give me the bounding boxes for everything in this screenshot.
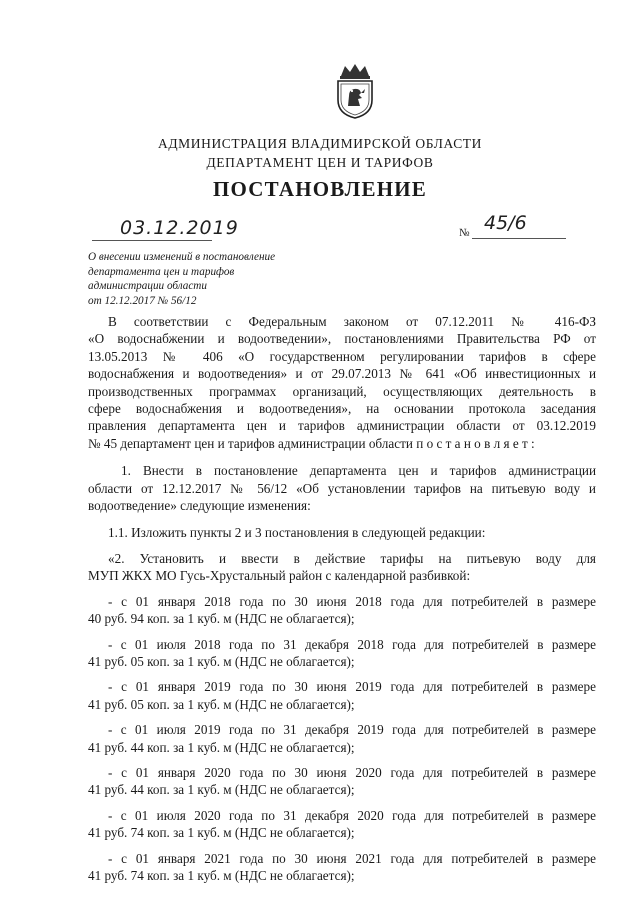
- document-number: 45/6: [484, 212, 527, 234]
- text-line: водоотведение» следующие изменения:: [88, 498, 311, 514]
- text-line: 13.05.2013 № 406 «О государственном регулировании тарифов в сфере: [88, 348, 596, 364]
- department-name: ДЕПАРТАМЕНТ ЦЕН И ТАРИФОВ: [206, 155, 434, 170]
- number-underline: [472, 238, 566, 239]
- item-2-paragraph: [88, 550, 596, 585]
- text-line: 41 руб. 74 коп. за 1 куб. м (НДС не облагается);: [88, 867, 355, 883]
- date-underline: [92, 240, 212, 241]
- text-line: 41 руб. 44 коп. за 1 куб. м (НДС не облагается);: [88, 739, 355, 755]
- document-date: 03.12.2019: [120, 217, 239, 239]
- text-line: В соответствии с Федеральным законом от 07.12.2011 № 416-ФЗ: [108, 314, 596, 329]
- text-line: - с 01 января 2019 года по 30 июня 2019 года для потребителей в размере: [108, 679, 596, 695]
- text-line: сфере водоснабжения и водоотведения», на основании протокола заседания: [88, 401, 596, 417]
- document-subject: [88, 250, 348, 308]
- tariff-item: [88, 678, 596, 713]
- text-line: - с 01 января 2021 года по 30 июня 2021 года для потребителей в размере: [108, 850, 596, 866]
- text-line: № 45 департамент цен и тарифов администрации области п о с т а н о в л я е т :: [88, 435, 535, 451]
- text-line: - с 01 июля 2019 года по 31 декабря 2019 года для потребителей в размере: [108, 722, 596, 738]
- tariff-item: [88, 807, 596, 842]
- tariff-item: [88, 850, 596, 885]
- coat-of-arms-icon: [331, 62, 379, 120]
- subject-line: от 12.12.2017 № 56/12: [88, 294, 197, 307]
- subject-line: О внесении изменений в постановление: [88, 251, 276, 263]
- preamble-paragraph: [88, 313, 596, 452]
- number-label: №: [459, 227, 470, 239]
- document-title: ПОСТАНОВЛЕНИЕ: [212, 177, 428, 201]
- organization-name: АДМИНИСТРАЦИЯ ВЛАДИМИРСКОЙ ОБЛАСТИ: [158, 136, 482, 151]
- text-line: области от 12.12.2017 № 56/12 «Об установлении тарифов на питьевую воду и: [88, 480, 596, 496]
- subject-line: администрации области: [88, 280, 207, 292]
- text-line: - с 01 июля 2020 года по 31 декабря 2020 года для потребителей в размере: [108, 807, 596, 823]
- text-line: - с 01 июля 2018 года по 31 декабря 2018 года для потребителей в размере: [108, 636, 596, 652]
- text-line: «2. Установить и ввести в действие тарифы на питьевую воду для: [108, 550, 596, 566]
- text-line: 41 руб. 05 коп. за 1 куб. м (НДС не облагается);: [88, 696, 355, 712]
- item-1-1-paragraph: [88, 524, 596, 541]
- tariff-item: [88, 593, 596, 628]
- subject-line: департамента цен и тарифов: [88, 265, 235, 278]
- tariff-item: [88, 721, 596, 756]
- document-body: [88, 313, 596, 884]
- text-line: 41 руб. 74 коп. за 1 куб. м (НДС не облагается);: [88, 825, 355, 841]
- text-line: производственных программах организаций, осуществляющих деятельность в: [88, 383, 596, 399]
- text-line: «О водоснабжении и водоотведении», постановлениями Правительства РФ от: [88, 331, 596, 347]
- text-line: 1.1. Изложить пункты 2 и 3 постановления в следующей редакции:: [108, 525, 486, 541]
- text-line: 40 руб. 94 коп. за 1 куб. м (НДС не облагается);: [88, 611, 355, 627]
- text-line: МУП ЖКХ МО Гусь-Хрустальный район с календарной разбивкой:: [88, 568, 471, 584]
- text-line: 41 руб. 44 коп. за 1 куб. м (НДС не облагается);: [88, 782, 355, 798]
- item-1-paragraph: [88, 462, 596, 514]
- text-line: 1. Внести в постановление департамента цен и тарифов администрации: [121, 463, 596, 479]
- tariff-item: [88, 764, 596, 799]
- text-line: 41 руб. 05 коп. за 1 куб. м (НДС не облагается);: [88, 653, 355, 669]
- text-line: - с 01 января 2020 года по 30 июня 2020 года для потребителей в размере: [108, 764, 596, 780]
- tariff-item: [88, 636, 596, 671]
- text-line: правления департамента цен и тарифов администрации области от 03.12.2019: [88, 418, 596, 434]
- text-line: водоснабжения и водоотведения» и от 29.07.2013 № 641 «Об инвестиционных и: [88, 366, 596, 382]
- text-line: - с 01 января 2018 года по 30 июня 2018 года для потребителей в размере: [108, 593, 596, 609]
